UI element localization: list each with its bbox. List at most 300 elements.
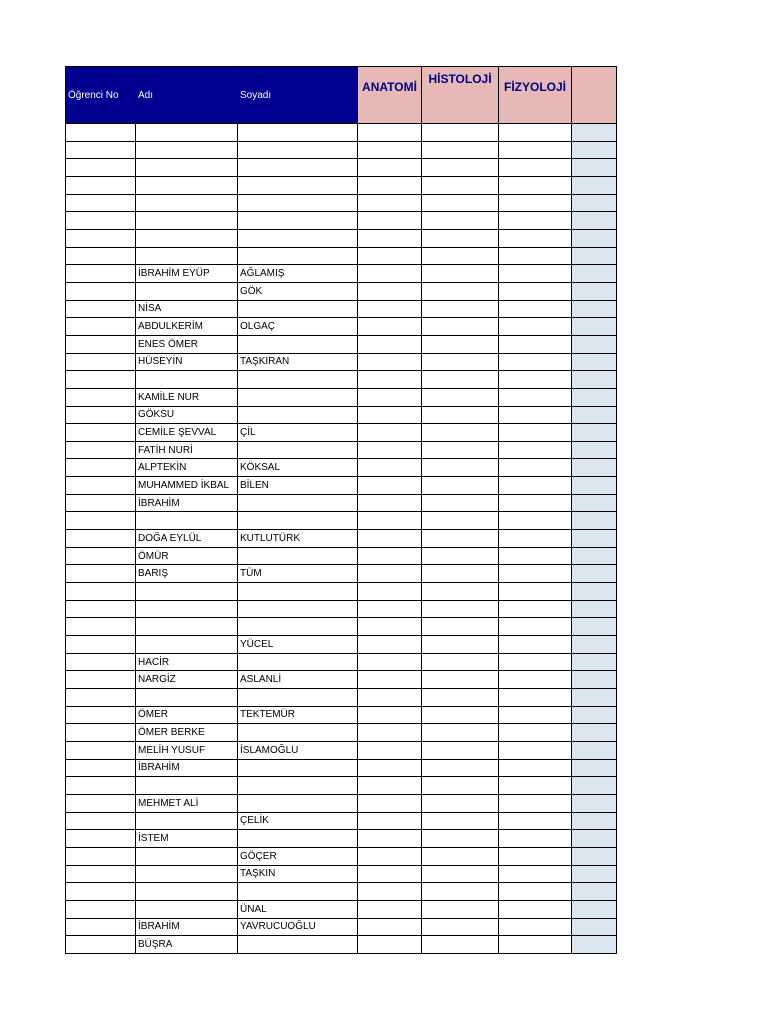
- histoloji-cell[interactable]: [422, 530, 499, 548]
- last-name-cell[interactable]: [238, 406, 358, 424]
- first-name-cell[interactable]: ÖMER BERKE: [136, 724, 238, 742]
- histoloji-cell[interactable]: [422, 883, 499, 901]
- fizyoloji-cell[interactable]: [499, 406, 572, 424]
- histoloji-cell[interactable]: [422, 830, 499, 848]
- last-name-cell[interactable]: TAŞKIN: [238, 865, 358, 883]
- last-name-cell[interactable]: TAŞKIRAN: [238, 353, 358, 371]
- first-name-cell[interactable]: [136, 618, 238, 636]
- fizyoloji-cell[interactable]: [499, 724, 572, 742]
- fizyoloji-cell[interactable]: [499, 229, 572, 247]
- student-no-cell[interactable]: [66, 176, 136, 194]
- anatomi-cell[interactable]: [358, 565, 422, 583]
- last-name-cell[interactable]: AĞLAMIŞ: [238, 265, 358, 283]
- first-name-cell[interactable]: NARGİZ: [136, 671, 238, 689]
- student-no-cell[interactable]: [66, 636, 136, 654]
- fizyoloji-cell[interactable]: [499, 830, 572, 848]
- anatomi-cell[interactable]: [358, 335, 422, 353]
- student-no-cell[interactable]: [66, 583, 136, 601]
- last-name-cell[interactable]: [238, 759, 358, 777]
- first-name-cell[interactable]: ENES ÖMER: [136, 335, 238, 353]
- last-name-cell[interactable]: [238, 388, 358, 406]
- histoloji-cell[interactable]: [422, 388, 499, 406]
- histoloji-cell[interactable]: [422, 212, 499, 230]
- student-no-cell[interactable]: [66, 777, 136, 795]
- anatomi-cell[interactable]: [358, 794, 422, 812]
- fizyoloji-cell[interactable]: [499, 883, 572, 901]
- first-name-cell[interactable]: [136, 229, 238, 247]
- histoloji-cell[interactable]: [422, 600, 499, 618]
- student-no-cell[interactable]: [66, 936, 136, 954]
- fizyoloji-cell[interactable]: [499, 759, 572, 777]
- total-cell[interactable]: [572, 512, 617, 530]
- first-name-cell[interactable]: [136, 194, 238, 212]
- total-cell[interactable]: [572, 477, 617, 495]
- total-cell[interactable]: [572, 229, 617, 247]
- histoloji-cell[interactable]: [422, 565, 499, 583]
- student-no-cell[interactable]: [66, 194, 136, 212]
- student-no-cell[interactable]: [66, 671, 136, 689]
- last-name-cell[interactable]: [238, 794, 358, 812]
- histoloji-cell[interactable]: [422, 583, 499, 601]
- fizyoloji-cell[interactable]: [499, 424, 572, 442]
- first-name-cell[interactable]: [136, 689, 238, 707]
- student-no-cell[interactable]: [66, 618, 136, 636]
- total-cell[interactable]: [572, 883, 617, 901]
- last-name-cell[interactable]: [238, 689, 358, 707]
- first-name-cell[interactable]: MELİH YUSUF: [136, 741, 238, 759]
- student-no-cell[interactable]: [66, 794, 136, 812]
- histoloji-cell[interactable]: [422, 159, 499, 177]
- anatomi-cell[interactable]: [358, 724, 422, 742]
- histoloji-cell[interactable]: [422, 618, 499, 636]
- student-no-cell[interactable]: [66, 247, 136, 265]
- histoloji-cell[interactable]: [422, 459, 499, 477]
- histoloji-cell[interactable]: [422, 318, 499, 336]
- last-name-cell[interactable]: [238, 194, 358, 212]
- histoloji-cell[interactable]: [422, 176, 499, 194]
- last-name-cell[interactable]: [238, 371, 358, 389]
- histoloji-cell[interactable]: [422, 936, 499, 954]
- total-cell[interactable]: [572, 847, 617, 865]
- histoloji-cell[interactable]: [422, 124, 499, 142]
- fizyoloji-cell[interactable]: [499, 265, 572, 283]
- last-name-cell[interactable]: GÖK: [238, 282, 358, 300]
- fizyoloji-cell[interactable]: [499, 247, 572, 265]
- fizyoloji-cell[interactable]: [499, 565, 572, 583]
- last-name-cell[interactable]: KÖKSAL: [238, 459, 358, 477]
- student-no-cell[interactable]: [66, 918, 136, 936]
- first-name-cell[interactable]: İBRAHİM EYÜP: [136, 265, 238, 283]
- total-cell[interactable]: [572, 794, 617, 812]
- fizyoloji-cell[interactable]: [499, 300, 572, 318]
- anatomi-cell[interactable]: [358, 318, 422, 336]
- first-name-cell[interactable]: HÜSEYİN: [136, 353, 238, 371]
- first-name-cell[interactable]: GÖKSU: [136, 406, 238, 424]
- total-cell[interactable]: [572, 441, 617, 459]
- total-cell[interactable]: [572, 706, 617, 724]
- anatomi-cell[interactable]: [358, 689, 422, 707]
- student-no-cell[interactable]: [66, 724, 136, 742]
- anatomi-cell[interactable]: [358, 424, 422, 442]
- total-cell[interactable]: [572, 600, 617, 618]
- fizyoloji-cell[interactable]: [499, 618, 572, 636]
- student-no-cell[interactable]: [66, 830, 136, 848]
- student-no-cell[interactable]: [66, 124, 136, 142]
- histoloji-cell[interactable]: [422, 759, 499, 777]
- first-name-cell[interactable]: [136, 247, 238, 265]
- total-cell[interactable]: [572, 636, 617, 654]
- first-name-cell[interactable]: [136, 212, 238, 230]
- fizyoloji-cell[interactable]: [499, 194, 572, 212]
- first-name-cell[interactable]: [136, 282, 238, 300]
- total-cell[interactable]: [572, 300, 617, 318]
- total-cell[interactable]: [572, 159, 617, 177]
- last-name-cell[interactable]: TÜM: [238, 565, 358, 583]
- first-name-cell[interactable]: [136, 847, 238, 865]
- last-name-cell[interactable]: [238, 512, 358, 530]
- last-name-cell[interactable]: [238, 583, 358, 601]
- last-name-cell[interactable]: YAVRUCUOĞLU: [238, 918, 358, 936]
- last-name-cell[interactable]: [238, 247, 358, 265]
- student-no-cell[interactable]: [66, 477, 136, 495]
- histoloji-cell[interactable]: [422, 229, 499, 247]
- fizyoloji-cell[interactable]: [499, 371, 572, 389]
- total-cell[interactable]: [572, 335, 617, 353]
- last-name-cell[interactable]: [238, 936, 358, 954]
- histoloji-cell[interactable]: [422, 547, 499, 565]
- last-name-cell[interactable]: BİLEN: [238, 477, 358, 495]
- student-no-cell[interactable]: [66, 530, 136, 548]
- fizyoloji-cell[interactable]: [499, 176, 572, 194]
- anatomi-cell[interactable]: [358, 653, 422, 671]
- last-name-cell[interactable]: OLGAÇ: [238, 318, 358, 336]
- first-name-cell[interactable]: ÖMÜR: [136, 547, 238, 565]
- fizyoloji-cell[interactable]: [499, 335, 572, 353]
- last-name-cell[interactable]: ASLANLİ: [238, 671, 358, 689]
- fizyoloji-cell[interactable]: [499, 459, 572, 477]
- histoloji-cell[interactable]: [422, 371, 499, 389]
- total-cell[interactable]: [572, 318, 617, 336]
- anatomi-cell[interactable]: [358, 812, 422, 830]
- student-no-cell[interactable]: [66, 441, 136, 459]
- first-name-cell[interactable]: BÜŞRA: [136, 936, 238, 954]
- fizyoloji-cell[interactable]: [499, 847, 572, 865]
- fizyoloji-cell[interactable]: [499, 865, 572, 883]
- anatomi-cell[interactable]: [358, 530, 422, 548]
- anatomi-cell[interactable]: [358, 212, 422, 230]
- total-cell[interactable]: [572, 282, 617, 300]
- student-no-cell[interactable]: [66, 812, 136, 830]
- first-name-cell[interactable]: NİSA: [136, 300, 238, 318]
- student-no-cell[interactable]: [66, 159, 136, 177]
- total-cell[interactable]: [572, 671, 617, 689]
- student-no-cell[interactable]: [66, 265, 136, 283]
- histoloji-cell[interactable]: [422, 724, 499, 742]
- student-no-cell[interactable]: [66, 406, 136, 424]
- last-name-cell[interactable]: [238, 176, 358, 194]
- last-name-cell[interactable]: [238, 441, 358, 459]
- first-name-cell[interactable]: [136, 600, 238, 618]
- student-no-cell[interactable]: [66, 424, 136, 442]
- histoloji-cell[interactable]: [422, 900, 499, 918]
- total-cell[interactable]: [572, 900, 617, 918]
- histoloji-cell[interactable]: [422, 441, 499, 459]
- histoloji-cell[interactable]: [422, 353, 499, 371]
- total-cell[interactable]: [572, 583, 617, 601]
- anatomi-cell[interactable]: [358, 388, 422, 406]
- histoloji-cell[interactable]: [422, 865, 499, 883]
- fizyoloji-cell[interactable]: [499, 282, 572, 300]
- anatomi-cell[interactable]: [358, 618, 422, 636]
- total-cell[interactable]: [572, 741, 617, 759]
- anatomi-cell[interactable]: [358, 124, 422, 142]
- anatomi-cell[interactable]: [358, 777, 422, 795]
- total-cell[interactable]: [572, 212, 617, 230]
- anatomi-cell[interactable]: [358, 229, 422, 247]
- first-name-cell[interactable]: MUHAMMED İKBAL: [136, 477, 238, 495]
- first-name-cell[interactable]: HACİR: [136, 653, 238, 671]
- histoloji-cell[interactable]: [422, 689, 499, 707]
- first-name-cell[interactable]: [136, 159, 238, 177]
- total-cell[interactable]: [572, 689, 617, 707]
- student-no-cell[interactable]: [66, 212, 136, 230]
- fizyoloji-cell[interactable]: [499, 547, 572, 565]
- fizyoloji-cell[interactable]: [499, 918, 572, 936]
- student-no-cell[interactable]: [66, 141, 136, 159]
- anatomi-cell[interactable]: [358, 830, 422, 848]
- fizyoloji-cell[interactable]: [499, 689, 572, 707]
- student-no-cell[interactable]: [66, 282, 136, 300]
- last-name-cell[interactable]: ÜNAL: [238, 900, 358, 918]
- first-name-cell[interactable]: [136, 583, 238, 601]
- last-name-cell[interactable]: [238, 547, 358, 565]
- fizyoloji-cell[interactable]: [499, 636, 572, 654]
- histoloji-cell[interactable]: [422, 706, 499, 724]
- first-name-cell[interactable]: MEHMET ALİ: [136, 794, 238, 812]
- first-name-cell[interactable]: ABDULKERİM: [136, 318, 238, 336]
- total-cell[interactable]: [572, 565, 617, 583]
- student-no-cell[interactable]: [66, 229, 136, 247]
- last-name-cell[interactable]: [238, 724, 358, 742]
- fizyoloji-cell[interactable]: [499, 388, 572, 406]
- fizyoloji-cell[interactable]: [499, 512, 572, 530]
- histoloji-cell[interactable]: [422, 741, 499, 759]
- student-no-cell[interactable]: [66, 653, 136, 671]
- anatomi-cell[interactable]: [358, 600, 422, 618]
- fizyoloji-cell[interactable]: [499, 583, 572, 601]
- anatomi-cell[interactable]: [358, 512, 422, 530]
- student-no-cell[interactable]: [66, 300, 136, 318]
- anatomi-cell[interactable]: [358, 918, 422, 936]
- student-no-cell[interactable]: [66, 318, 136, 336]
- last-name-cell[interactable]: [238, 653, 358, 671]
- anatomi-cell[interactable]: [358, 247, 422, 265]
- student-no-cell[interactable]: [66, 459, 136, 477]
- total-cell[interactable]: [572, 494, 617, 512]
- histoloji-cell[interactable]: [422, 406, 499, 424]
- student-no-cell[interactable]: [66, 865, 136, 883]
- anatomi-cell[interactable]: [358, 441, 422, 459]
- first-name-cell[interactable]: İBRAHİM: [136, 918, 238, 936]
- fizyoloji-cell[interactable]: [499, 812, 572, 830]
- first-name-cell[interactable]: [136, 512, 238, 530]
- total-cell[interactable]: [572, 830, 617, 848]
- first-name-cell[interactable]: ÖMER: [136, 706, 238, 724]
- anatomi-cell[interactable]: [358, 459, 422, 477]
- first-name-cell[interactable]: [136, 865, 238, 883]
- histoloji-cell[interactable]: [422, 794, 499, 812]
- last-name-cell[interactable]: [238, 600, 358, 618]
- histoloji-cell[interactable]: [422, 247, 499, 265]
- total-cell[interactable]: [572, 653, 617, 671]
- histoloji-cell[interactable]: [422, 477, 499, 495]
- anatomi-cell[interactable]: [358, 477, 422, 495]
- total-cell[interactable]: [572, 618, 617, 636]
- first-name-cell[interactable]: DOĞA EYLÜL: [136, 530, 238, 548]
- histoloji-cell[interactable]: [422, 300, 499, 318]
- first-name-cell[interactable]: [136, 124, 238, 142]
- first-name-cell[interactable]: İBRAHİM: [136, 494, 238, 512]
- total-cell[interactable]: [572, 388, 617, 406]
- anatomi-cell[interactable]: [358, 406, 422, 424]
- first-name-cell[interactable]: [136, 777, 238, 795]
- first-name-cell[interactable]: [136, 636, 238, 654]
- fizyoloji-cell[interactable]: [499, 794, 572, 812]
- student-no-cell[interactable]: [66, 706, 136, 724]
- student-no-cell[interactable]: [66, 847, 136, 865]
- anatomi-cell[interactable]: [358, 741, 422, 759]
- histoloji-cell[interactable]: [422, 918, 499, 936]
- fizyoloji-cell[interactable]: [499, 477, 572, 495]
- histoloji-cell[interactable]: [422, 777, 499, 795]
- last-name-cell[interactable]: TEKTEMÜR: [238, 706, 358, 724]
- fizyoloji-cell[interactable]: [499, 159, 572, 177]
- anatomi-cell[interactable]: [358, 159, 422, 177]
- last-name-cell[interactable]: [238, 124, 358, 142]
- first-name-cell[interactable]: BARIŞ: [136, 565, 238, 583]
- first-name-cell[interactable]: KAMİLE NUR: [136, 388, 238, 406]
- first-name-cell[interactable]: İSTEM: [136, 830, 238, 848]
- histoloji-cell[interactable]: [422, 282, 499, 300]
- last-name-cell[interactable]: KUTLUTÜRK: [238, 530, 358, 548]
- student-no-cell[interactable]: [66, 883, 136, 901]
- student-no-cell[interactable]: [66, 494, 136, 512]
- total-cell[interactable]: [572, 424, 617, 442]
- student-no-cell[interactable]: [66, 547, 136, 565]
- student-no-cell[interactable]: [66, 353, 136, 371]
- anatomi-cell[interactable]: [358, 194, 422, 212]
- histoloji-cell[interactable]: [422, 812, 499, 830]
- last-name-cell[interactable]: YÜCEL: [238, 636, 358, 654]
- total-cell[interactable]: [572, 812, 617, 830]
- anatomi-cell[interactable]: [358, 371, 422, 389]
- student-no-cell[interactable]: [66, 565, 136, 583]
- anatomi-cell[interactable]: [358, 176, 422, 194]
- student-no-cell[interactable]: [66, 512, 136, 530]
- histoloji-cell[interactable]: [422, 671, 499, 689]
- anatomi-cell[interactable]: [358, 847, 422, 865]
- anatomi-cell[interactable]: [358, 265, 422, 283]
- anatomi-cell[interactable]: [358, 583, 422, 601]
- student-no-cell[interactable]: [66, 371, 136, 389]
- student-no-cell[interactable]: [66, 900, 136, 918]
- anatomi-cell[interactable]: [358, 353, 422, 371]
- fizyoloji-cell[interactable]: [499, 353, 572, 371]
- last-name-cell[interactable]: İSLAMOĞLU: [238, 741, 358, 759]
- fizyoloji-cell[interactable]: [499, 124, 572, 142]
- histoloji-cell[interactable]: [422, 636, 499, 654]
- student-no-cell[interactable]: [66, 335, 136, 353]
- fizyoloji-cell[interactable]: [499, 936, 572, 954]
- total-cell[interactable]: [572, 141, 617, 159]
- first-name-cell[interactable]: [136, 141, 238, 159]
- last-name-cell[interactable]: ÇELİK: [238, 812, 358, 830]
- last-name-cell[interactable]: [238, 300, 358, 318]
- total-cell[interactable]: [572, 459, 617, 477]
- anatomi-cell[interactable]: [358, 900, 422, 918]
- last-name-cell[interactable]: [238, 229, 358, 247]
- last-name-cell[interactable]: ÇİL: [238, 424, 358, 442]
- anatomi-cell[interactable]: [358, 547, 422, 565]
- last-name-cell[interactable]: [238, 830, 358, 848]
- student-no-cell[interactable]: [66, 689, 136, 707]
- first-name-cell[interactable]: [136, 812, 238, 830]
- total-cell[interactable]: [572, 530, 617, 548]
- histoloji-cell[interactable]: [422, 512, 499, 530]
- fizyoloji-cell[interactable]: [499, 494, 572, 512]
- total-cell[interactable]: [572, 176, 617, 194]
- fizyoloji-cell[interactable]: [499, 318, 572, 336]
- anatomi-cell[interactable]: [358, 494, 422, 512]
- anatomi-cell[interactable]: [358, 141, 422, 159]
- fizyoloji-cell[interactable]: [499, 212, 572, 230]
- anatomi-cell[interactable]: [358, 300, 422, 318]
- first-name-cell[interactable]: CEMİLE ŞEVVAL: [136, 424, 238, 442]
- last-name-cell[interactable]: GÖÇER: [238, 847, 358, 865]
- histoloji-cell[interactable]: [422, 424, 499, 442]
- total-cell[interactable]: [572, 353, 617, 371]
- total-cell[interactable]: [572, 777, 617, 795]
- total-cell[interactable]: [572, 759, 617, 777]
- first-name-cell[interactable]: İBRAHİM: [136, 759, 238, 777]
- first-name-cell[interactable]: [136, 883, 238, 901]
- fizyoloji-cell[interactable]: [499, 530, 572, 548]
- histoloji-cell[interactable]: [422, 265, 499, 283]
- histoloji-cell[interactable]: [422, 194, 499, 212]
- student-no-cell[interactable]: [66, 388, 136, 406]
- total-cell[interactable]: [572, 265, 617, 283]
- anatomi-cell[interactable]: [358, 671, 422, 689]
- histoloji-cell[interactable]: [422, 847, 499, 865]
- fizyoloji-cell[interactable]: [499, 777, 572, 795]
- fizyoloji-cell[interactable]: [499, 441, 572, 459]
- anatomi-cell[interactable]: [358, 706, 422, 724]
- student-no-cell[interactable]: [66, 759, 136, 777]
- student-no-cell[interactable]: [66, 600, 136, 618]
- total-cell[interactable]: [572, 547, 617, 565]
- fizyoloji-cell[interactable]: [499, 653, 572, 671]
- last-name-cell[interactable]: [238, 335, 358, 353]
- first-name-cell[interactable]: [136, 176, 238, 194]
- fizyoloji-cell[interactable]: [499, 141, 572, 159]
- last-name-cell[interactable]: [238, 883, 358, 901]
- fizyoloji-cell[interactable]: [499, 671, 572, 689]
- histoloji-cell[interactable]: [422, 653, 499, 671]
- last-name-cell[interactable]: [238, 618, 358, 636]
- fizyoloji-cell[interactable]: [499, 600, 572, 618]
- anatomi-cell[interactable]: [358, 282, 422, 300]
- histoloji-cell[interactable]: [422, 141, 499, 159]
